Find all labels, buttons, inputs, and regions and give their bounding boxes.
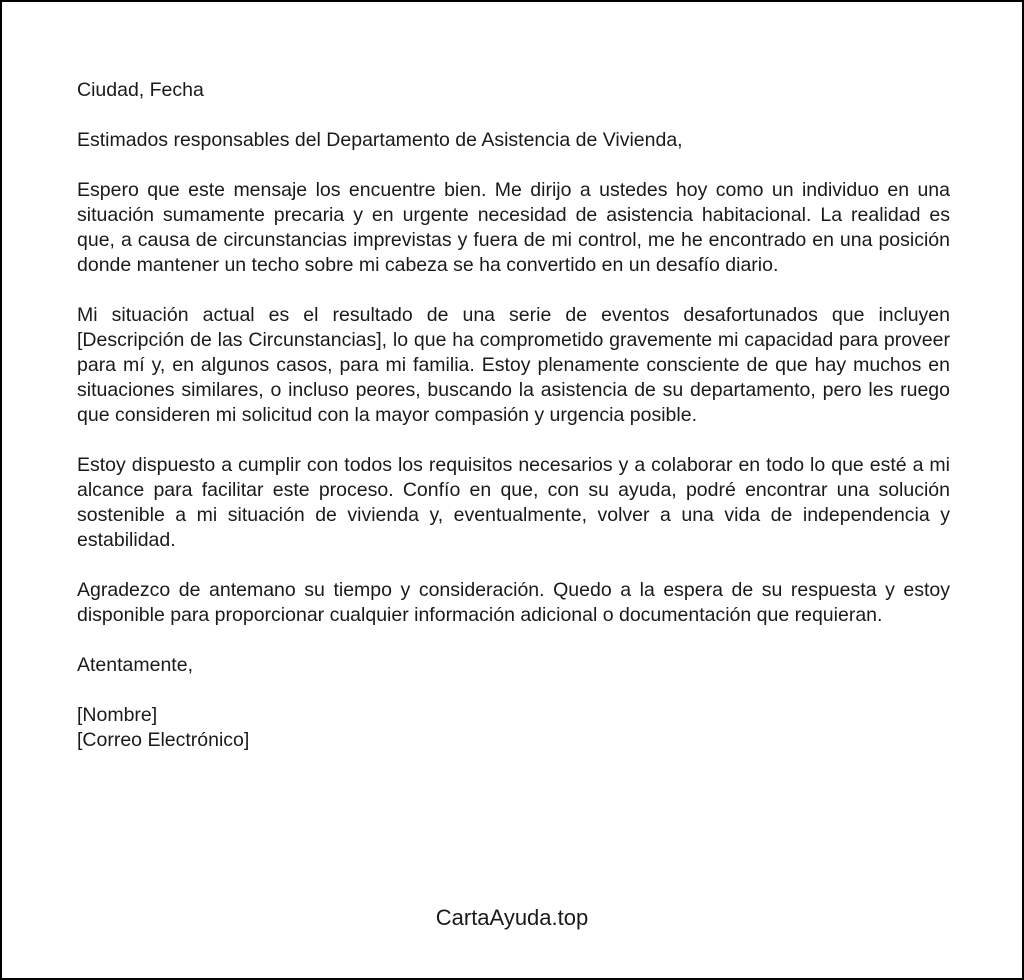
- paragraph-thanks: Agradezco de antemano su tiempo y consideración. Quedo a la espera de su respuesta y estoy disponible para proporcionar cualquier información adicional o documentación que requieran.: [77, 579, 950, 626]
- place-date: Ciudad, Fecha: [77, 79, 204, 101]
- signature-block: [77, 703, 950, 753]
- paragraph-intro: Espero que este mensaje los encuentre bien. Me dirijo a ustedes hoy como un individuo en una situación sumamente precaria y en urgente necesidad de asistencia habitacional. La realidad es que, a causa de circunstancias imprevistas y fuera de mi control, me he encontrado en una posición donde mantener un techo sobre mi cabeza se ha convertido en un desafío diario.: [77, 179, 950, 276]
- paragraph-commitment: Estoy dispuesto a cumplir con todos los requisitos necesarios y a colaborar en todo lo que esté a mi alcance para facilitar este proceso. Confío en que, con su ayuda, podré encontrar una solución sostenible a mi situación de vivienda y, eventualmente, volver a una vida de independencia y estabilidad.: [77, 454, 950, 551]
- footer-site-name: CartaAyuda.top: [435, 905, 589, 930]
- salutation: Estimados responsables del Departamento de Asistencia de Vivienda,: [77, 129, 683, 151]
- closing: Atentamente,: [77, 654, 193, 676]
- signature-name: [Nombre]: [77, 704, 158, 726]
- signature-email: [Correo Electrónico]: [77, 729, 250, 751]
- letter-body: [77, 78, 950, 753]
- paragraph-situation: Mi situación actual es el resultado de una serie de eventos desafortunados que incluyen [Descripción de las Circunstancias], lo que ha comprometido gravemente mi capacidad para proveer para mí y, en algunos casos, para mi familia. Estoy plenamente consciente de que hay muchos en situaciones similares, o incluso peores, buscando la asistencia de su departamento, pero les ruego que consideren mi solicitud con la mayor compasión y urgencia posible.: [77, 304, 950, 426]
